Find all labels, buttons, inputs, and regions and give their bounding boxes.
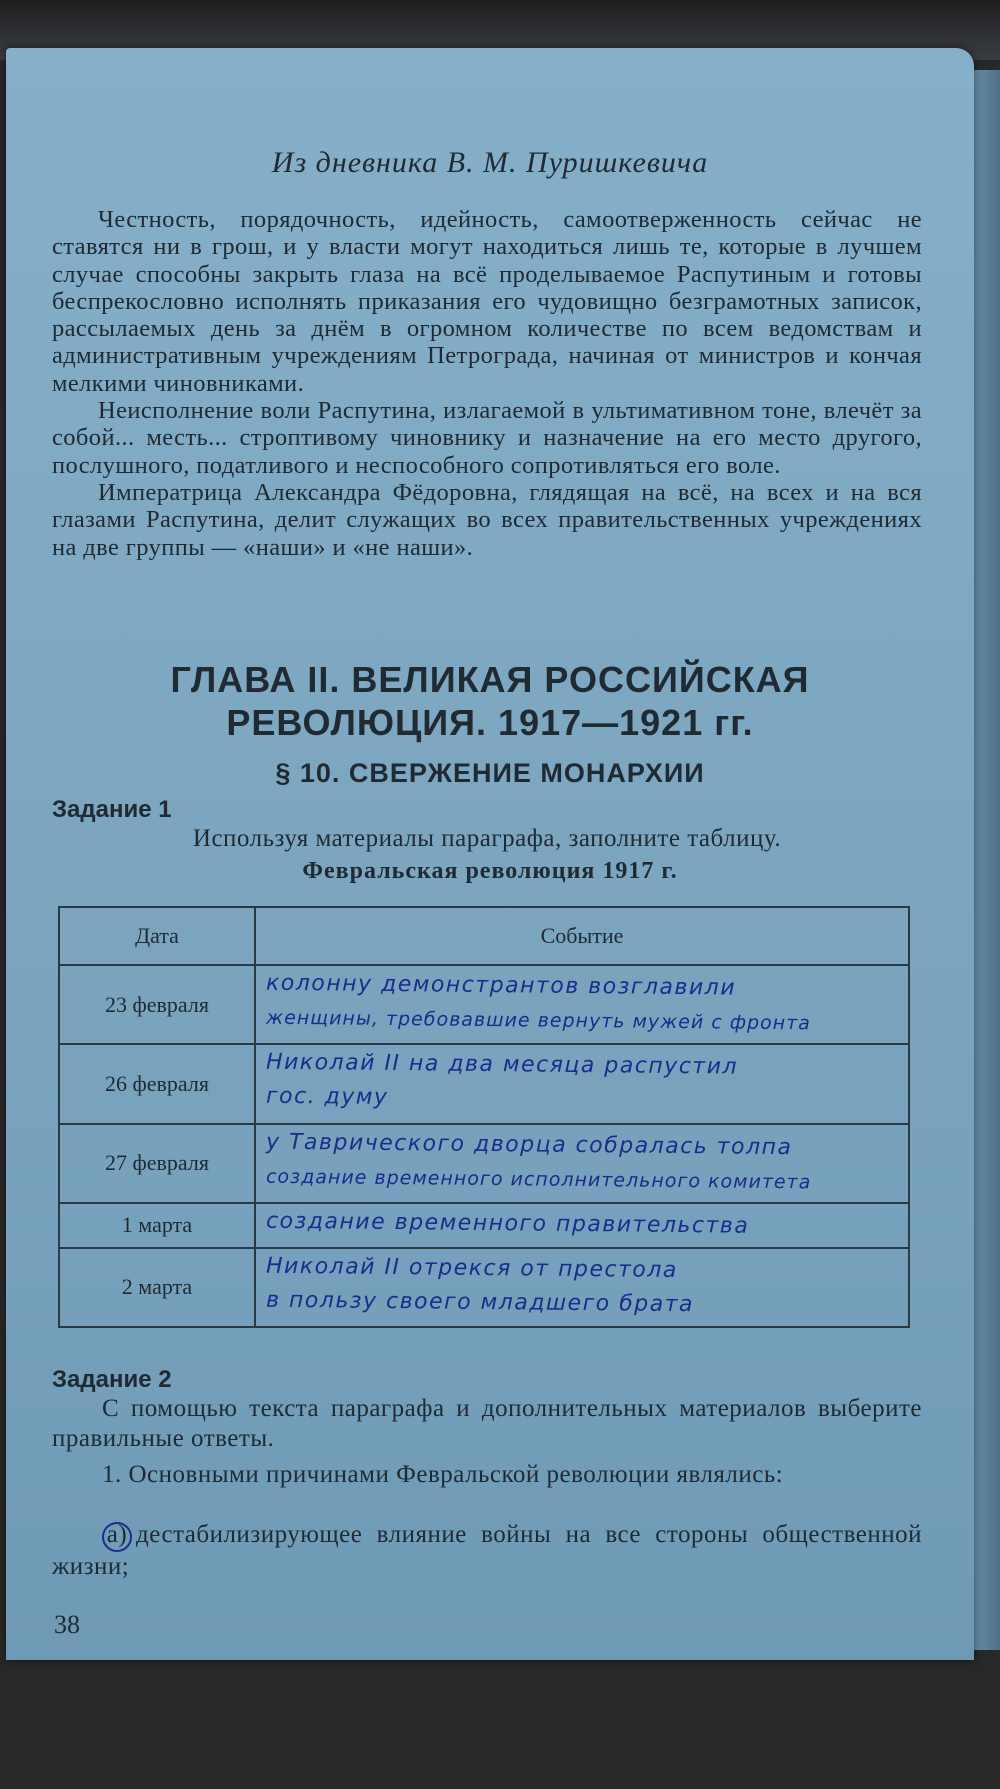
chapter-line-2: РЕВОЛЮЦИЯ. 1917—1921 гг. <box>226 702 754 743</box>
task2-text: С помощью текста параграфа и дополнительных материалов выберите правильные ответы. <box>52 1395 922 1452</box>
row-date: 2 марта <box>59 1248 255 1327</box>
row-event[interactable] <box>255 965 909 1044</box>
handwritten-line: в пользу своего младшего брата <box>265 1287 695 1317</box>
table-row <box>59 1203 909 1248</box>
table-row <box>59 965 909 1044</box>
row-event[interactable] <box>255 1203 909 1248</box>
diary-text <box>52 206 922 561</box>
handwritten-line: Николай II отрекся от престола <box>265 1253 678 1283</box>
row-event[interactable] <box>255 1248 909 1327</box>
task1-text: Используя материалы параграфа, заполните таблицу. <box>192 825 782 852</box>
header-event: Событие <box>255 907 909 965</box>
handwritten-line: создание временного исполнительного комитета <box>265 1165 812 1194</box>
handwritten-line: гос. думу <box>265 1084 389 1111</box>
option-text: дестабилизирующее влияние войны на все стороны общественной жизни; <box>52 1521 922 1580</box>
table-header-row <box>59 907 909 965</box>
answer-option-a[interactable] <box>52 1520 922 1582</box>
events-table <box>58 906 910 1328</box>
table-row <box>59 1044 909 1123</box>
chapter-line-1: ГЛАВА II. ВЕЛИКАЯ РОССИЙСКАЯ <box>170 659 810 700</box>
task1-title: Задание 1 <box>52 796 172 823</box>
handwritten-line: Николай II на два месяца распустил <box>265 1050 739 1080</box>
handwritten-line: создание временного правительства <box>265 1208 750 1239</box>
section-heading: § 10. СВЕРЖЕНИЕ МОНАРХИИ <box>275 758 705 788</box>
chapter-heading <box>6 658 974 744</box>
row-date: 26 февраля <box>59 1044 255 1123</box>
circled-answer-mark: а) <box>102 1522 132 1552</box>
table-row <box>59 1124 909 1203</box>
task2-title: Задание 2 <box>52 1366 172 1393</box>
row-event[interactable] <box>255 1044 909 1123</box>
question-1: 1. Основными причинами Февральской революции являлись: <box>102 1461 784 1488</box>
row-event[interactable] <box>255 1124 909 1203</box>
table-caption: Февральская революция 1917 г. <box>302 858 678 884</box>
book-page <box>6 48 974 1660</box>
handwritten-line: у Таврического дворца собралась толпа <box>265 1129 793 1160</box>
row-date: 1 марта <box>59 1203 255 1248</box>
diary-paragraph: Честность, порядочность, идейность, самоотверженность сейчас не ставятся ни в грош, и у власти могут находиться лишь те, которые в лучшем случае способны закрыть глаза на всё проделываемое Распутиным и готовы беспрекословно исполнять приказания его чудовищно безграмотных записок, рассылаемых день за днём в огромном количестве по всем ведомствам и административным учреждениям Петрограда, начиная от министров и кончая мелкими чиновниками. <box>52 206 922 397</box>
handwritten-line: женщины, требовавшие вернуть мужей с фронта <box>265 1006 811 1035</box>
header-date: Дата <box>59 907 255 965</box>
table-row <box>59 1248 909 1327</box>
row-date: 23 февраля <box>59 965 255 1044</box>
diary-paragraph: Императрица Александра Фёдоровна, глядящая на всё, на всех и на вся глазами Распутина, делит служащих во всех правительственных учреждениях на две группы — «наши» и «не наши». <box>52 478 922 561</box>
row-date: 27 февраля <box>59 1124 255 1203</box>
handwritten-line: колонну демонстрантов возглавили <box>265 970 737 1001</box>
page-number: 38 <box>54 1610 80 1639</box>
diary-title: Из дневника В. М. Пуришкевича <box>271 146 709 179</box>
diary-paragraph: Неисполнение воли Распутина, излагаемой в ультимативном тоне, влечёт за собой... месть... строптивому чиновнику и назначение на его место другого, послушного, податливого и неспособного сопротивляться его воле. <box>52 397 922 479</box>
